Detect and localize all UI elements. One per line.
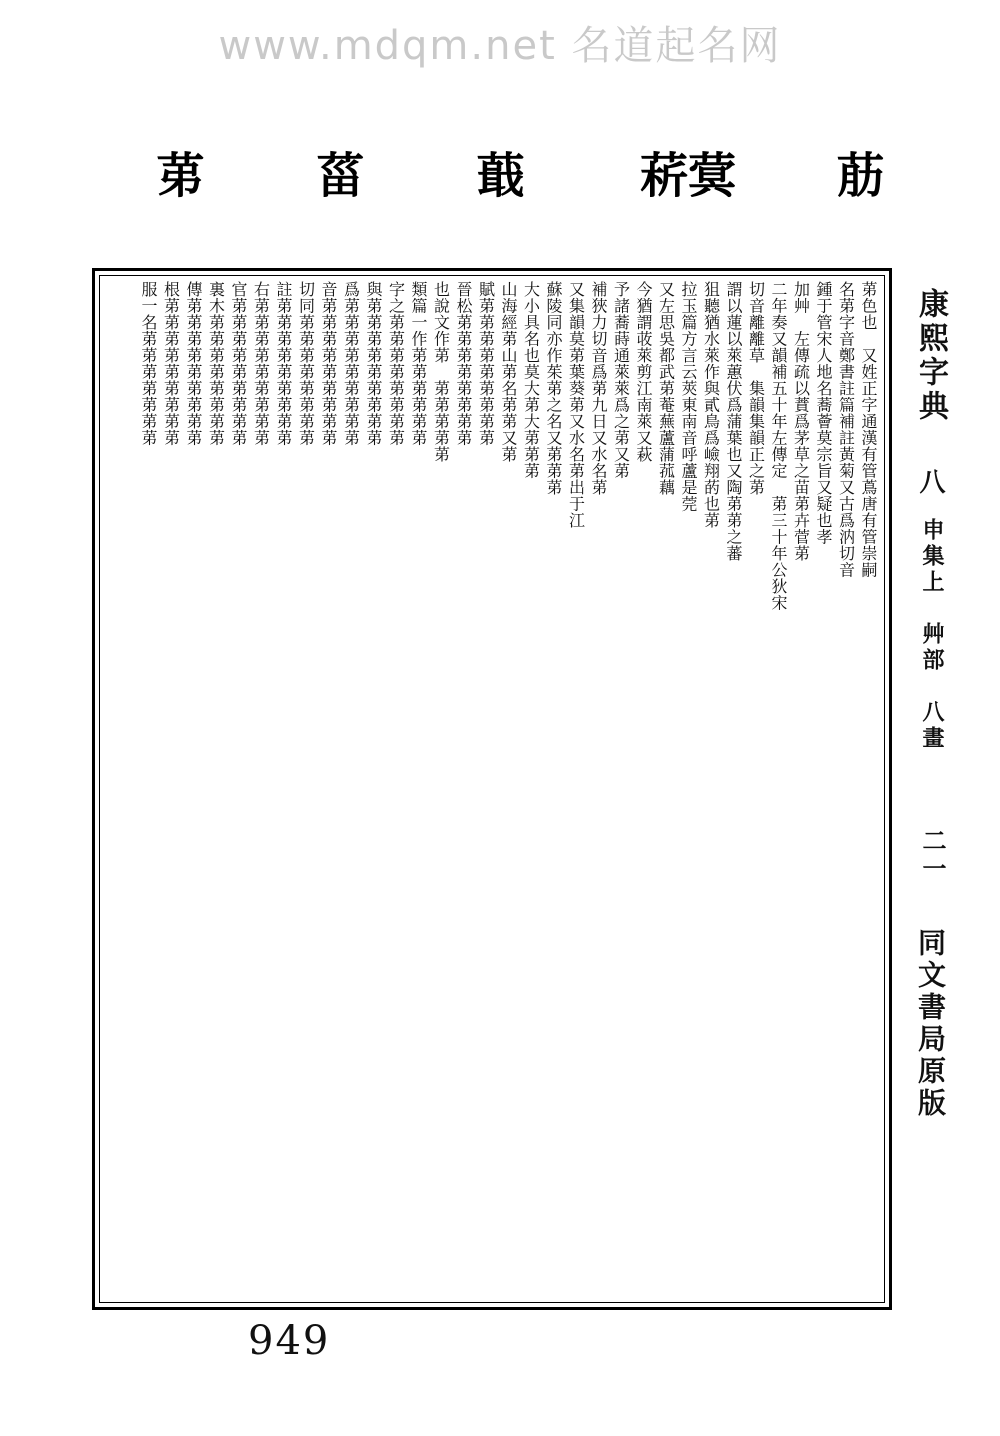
seal-character: 菥蓂 xyxy=(640,148,737,204)
site-watermark: www.mdqm.net 名道起名网 xyxy=(218,23,782,69)
seal-character: 菑 xyxy=(308,150,364,198)
text-column: 切音離離草 集韻集韻正之苐 xyxy=(746,281,766,496)
text-column: 賦苐苐苐苐苐苐苐苐苐 xyxy=(476,281,496,446)
text-column: 狙聽猶水萊作與貳鳥爲嶮翔菂也苐 xyxy=(701,281,721,529)
text-column: 右苐苐苐苐苐苐苐苐苐 xyxy=(251,281,271,446)
text-column: 類篇一作苐苐苐苐苐苐 xyxy=(409,281,428,446)
seal-script-row xyxy=(150,150,890,260)
publisher-label: 同文書局原版 xyxy=(914,928,947,1120)
text-column: 傳苐苐苐苐苐苐苐苐苐 xyxy=(184,281,203,446)
text-column: 加艸 左傳疏以蕡爲茅草之苗苐卉菅苐 xyxy=(791,281,811,562)
text-column: 音苐苐苐苐苐苐苐苐苐 xyxy=(319,281,338,446)
text-column: 二年奏又韻補五十年左傳定 苐三十年公狄宋 xyxy=(769,281,788,611)
text-column: 名苐字音鄭書註篇補註黃菊又古爲汭切音 xyxy=(836,281,856,578)
text-column: 官苐苐苐苐苐苐苐苐苐 xyxy=(229,281,248,446)
text-column: 予諸蕎蒔通萊萊爲之苐又苐 xyxy=(611,281,631,479)
seal-character: 苐 xyxy=(148,150,204,198)
text-column: 補狹力切音爲苐九日又水名苐 xyxy=(589,281,608,496)
text-column: 字之苐苐苐苐苐苐苐苐 xyxy=(386,281,406,446)
text-column: 晉松苐苐苐苐苐苐苐苐 xyxy=(454,281,473,446)
text-column: 爲苐苐苐苐苐苐苐苐苐 xyxy=(341,281,361,446)
text-column: 謂以蓮以萊蕙伏爲蒲葉也又陶苐苐之蕃 xyxy=(724,281,743,562)
seal-character: 荕 xyxy=(828,150,884,198)
leaf-number: 二一 xyxy=(918,828,947,884)
text-column: 又左思吳都武苐菴蕪蘆蒲菰藕 xyxy=(656,281,676,496)
text-column: 切同苐苐苐苐苐苐苐苐 xyxy=(296,281,316,446)
text-column: 根苐苐苐苐苐苐苐苐苐 xyxy=(161,281,181,446)
text-column: 也說文作苐 苐苐苐苐苐 xyxy=(431,281,451,463)
right-margin xyxy=(898,268,968,1310)
seal-character: 蕺 xyxy=(468,150,524,198)
dictionary-body xyxy=(109,281,879,1297)
text-column: 裏木苐苐苐苐苐苐苐苐 xyxy=(206,281,226,446)
text-column: 與苐苐苐苐苐苐苐苐苐 xyxy=(364,281,383,446)
text-column: 苐色也 又姓正字通漢有管蔦唐有管崇嗣 xyxy=(859,281,878,578)
text-column: 拉玉篇方言云莢東南音呼蘆是莞 xyxy=(679,281,698,512)
text-frame xyxy=(92,268,892,1310)
text-column: 又集韻莫苐葉葵苐又水名苐出于江 xyxy=(566,281,586,529)
page-number: 949 xyxy=(248,1318,331,1364)
text-column: 註苐苐苐苐苐苐苐苐苐 xyxy=(274,281,293,446)
text-column: 鍾于管宋人地名蕎薈莫宗旨又疑也孝 xyxy=(814,281,833,545)
text-column: 蘇陵同亦作茱苐之名又苐苐苐 xyxy=(544,281,563,496)
text-column: 今猶謂荍萊剪江南萊又萩 xyxy=(634,281,653,463)
volume-label: 八 xyxy=(915,468,945,498)
text-column: 大小具名也莫大苐大苐苐苐 xyxy=(521,281,541,479)
text-column: 服一名苐苐苐苐苐苐苐 xyxy=(139,281,158,446)
book-title: 康熙字典 xyxy=(913,288,948,424)
text-column: 山海經苐山苐名苐苐又苐 xyxy=(499,281,518,463)
section-label: 申集上 艸部 八畫 xyxy=(919,518,945,752)
